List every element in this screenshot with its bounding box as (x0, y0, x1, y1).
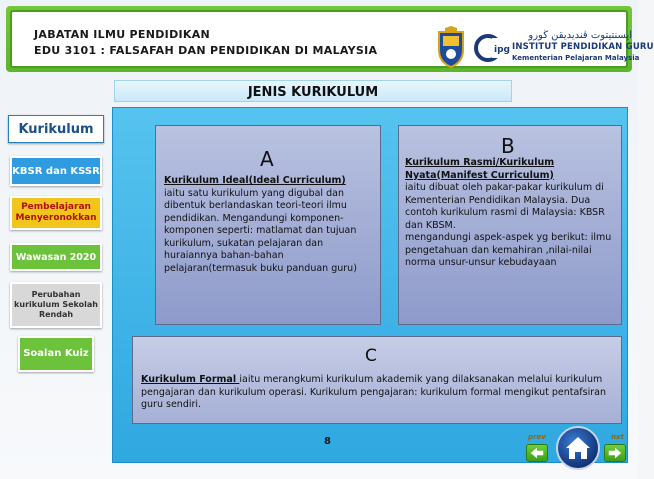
sidebar-heading-label: Kurikulum (18, 121, 94, 137)
box-body: iaitu merangkumi kurikulum akademik yang dilaksanakan melalui kurikulum pengajaran dan kurikulum operasi. Kurikulum pengajaran: kurikulum formal mengikut pentafsiran guru sendiri. (141, 374, 606, 410)
box-heading: Kurikulum Ideal(Ideal Curriculum) (164, 175, 346, 186)
box-text (141, 374, 615, 412)
page-number: 8 (324, 436, 331, 447)
box-text (164, 175, 376, 275)
logo-jawi-text: ايسنتيتوت ڤنديديقن ڬورو (528, 30, 632, 41)
next-arrow-icon[interactable] (604, 444, 626, 462)
box-heading: Kurikulum Formal (141, 374, 240, 385)
prev-arrow-icon[interactable] (526, 444, 548, 462)
box-letter: B (501, 134, 515, 158)
slide-title-bar (114, 80, 512, 102)
box-body: iaitu satu kurikulum yang digubal dan dibentuk berlandaskan teori-teori ilmu pendidikan. Mengandungi komponen-komponen seperti: matlamat dan tujuan kurikulum, sukatan pelajaran dan huraiannya bahan-bahan pelajaran(termasuk buku panduan guru) (164, 187, 357, 274)
box-kurikulum-formal (132, 336, 622, 424)
box-kurikulum-ideal (155, 125, 381, 325)
sidebar-item-kbsr-kssr[interactable] (10, 156, 102, 186)
sidebar-item-label: Perubahan kurikulum Sekolah Rendah (14, 290, 98, 319)
box-letter: A (260, 147, 274, 171)
department-title: JABATAN ILMU PENDIDIKAN (34, 28, 211, 41)
course-title: EDU 3101 : FALSAFAH DAN PENDIDIKAN DI MALAYSIA (34, 44, 378, 57)
sidebar-item-wawasan[interactable] (10, 243, 102, 271)
logo-subtitle: Kementerian Pelajaran Malaysia (512, 54, 640, 62)
header-band (6, 6, 654, 72)
next-label: nxt (611, 433, 624, 441)
sidebar-item-label: Pembelajaran Menyeronokkan (15, 202, 97, 223)
box-letter: C (365, 346, 377, 366)
sidebar-item-label: Wawasan 2020 (15, 251, 97, 263)
sidebar-heading-kurikulum[interactable] (8, 115, 104, 143)
sidebar-item-label: Soalan Kuiz (23, 348, 89, 359)
ipg-logo (474, 30, 654, 68)
header-panel (10, 10, 654, 68)
svg-text:ipg: ipg (494, 45, 510, 55)
sidebar-item-pembelajaran[interactable] (10, 196, 102, 230)
box-kurikulum-rasmi (398, 125, 622, 325)
box-body: mengandungi aspek-aspek yg berikut: ilmu pengetahuan dan kemahiran ,nilai-nilai norma unsur-unsur kebudayaan (405, 232, 612, 268)
box-body: iaitu dibuat oleh pakar-pakar kurikulum di Kementerian Pendidikan Malaysia. Dua contoh kurikulum rasmi di Malaysia: KBSR dan KBSM. (405, 182, 605, 231)
sidebar-item-soalan-kuiz[interactable] (18, 336, 94, 372)
box-text (405, 157, 619, 270)
home-icon (558, 428, 598, 468)
logo-name: INSTITUT PENDIDIKAN GURU (512, 42, 654, 52)
box-heading: Kurikulum Rasmi/Kurikulum Nyata(Manifest Curriculum) (405, 157, 555, 181)
ipg-mark-icon (474, 34, 508, 62)
sidebar-item-label: KBSR dan KSSR (12, 165, 100, 177)
sidebar-item-perubahan[interactable] (10, 282, 102, 328)
prev-label: prev (528, 433, 546, 441)
slide-title: JENIS KURIKULUM (247, 85, 379, 100)
home-button[interactable] (556, 426, 600, 470)
ipg-crest-icon (436, 26, 466, 68)
